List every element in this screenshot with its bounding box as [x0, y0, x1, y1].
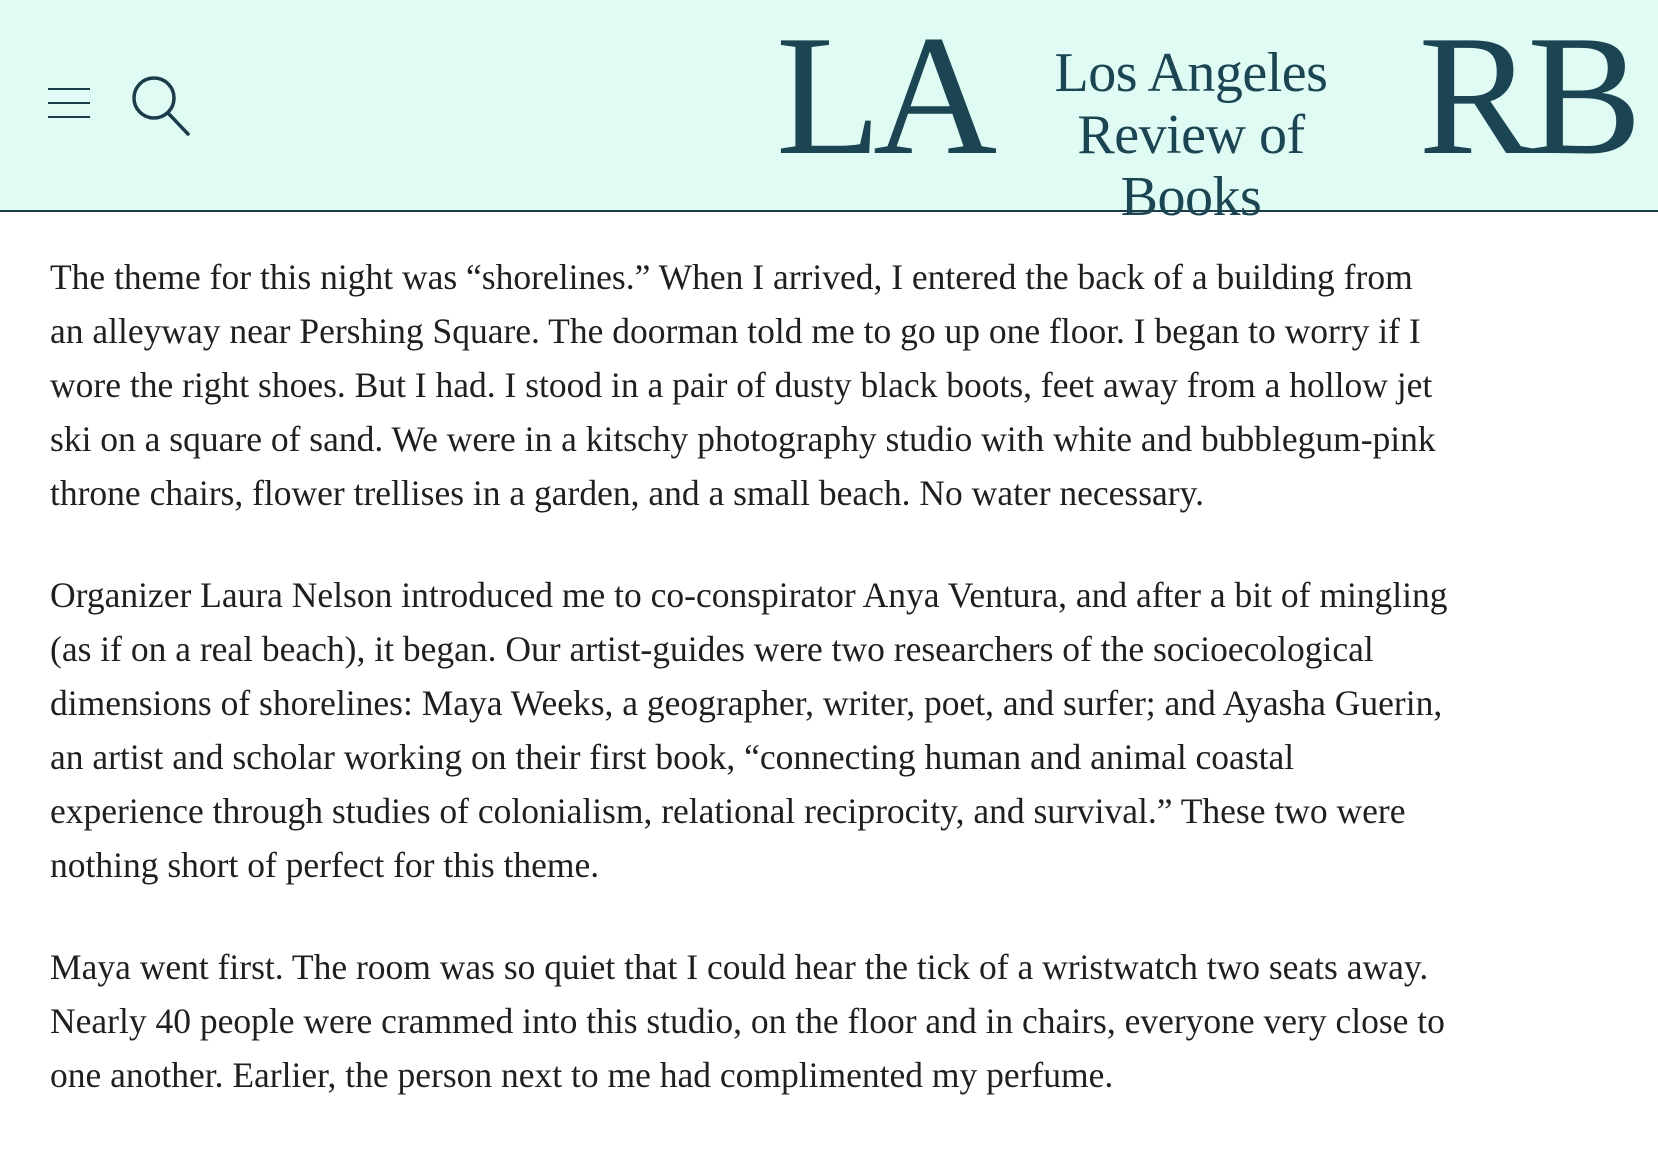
search-icon[interactable]	[128, 72, 192, 136]
article-body	[50, 250, 1450, 1150]
hamburger-menu-icon[interactable]	[48, 86, 92, 122]
search-icon-svg	[128, 72, 192, 136]
logo-wordmark	[1006, 42, 1376, 228]
article-paragraph: Organizer Laura Nelson introduced me to co-conspirator Anya Ventura, and after a bit of mingling (as if on a real beach), it began. Our artist-guides were two researchers of the socioecological dimensions of shorelines: Maya Weeks, a geographer, writer, poet, and surfer; and Ayasha Guerin, an artist and scholar working on their first book, “connecting human and animal coastal experience through studies of colonialism, relational reciprocity, and survival.” These two were nothing short of perfect for this theme.	[50, 575, 1448, 885]
article-paragraph: The theme for this night was “shorelines.” When I arrived, I entered the back of a building from an alleyway near Pershing Square. The doorman told me to go up one floor. I began to worry if I wore the right shoes. But I had. I stood in a pair of dusty black boots, feet away from a hollow jet ski on a square of sand. We were in a kitschy photography studio with white and bubblegum-pink throne chairs, flower trellises in a garden, and a small beach. No water necessary.	[50, 257, 1436, 513]
logo-la: LA	[776, 1, 990, 191]
logo-line2: Review of Books	[1077, 104, 1305, 228]
logo-line1: Los Angeles	[1054, 42, 1328, 104]
site-logo[interactable]	[776, 0, 1636, 228]
article-paragraph: Maya went first. The room was so quiet that I could hear the tick of a wristwatch two seats away. Nearly 40 people were crammed into this studio, on the floor and in chairs, everyone very close to one another. Earlier, the person next to me had complimented my perfume.	[50, 947, 1445, 1095]
site-header	[0, 0, 1658, 228]
menu-line	[48, 116, 90, 118]
menu-line	[48, 102, 90, 104]
menu-line	[48, 88, 90, 90]
logo-rb: RB	[1418, 1, 1636, 191]
